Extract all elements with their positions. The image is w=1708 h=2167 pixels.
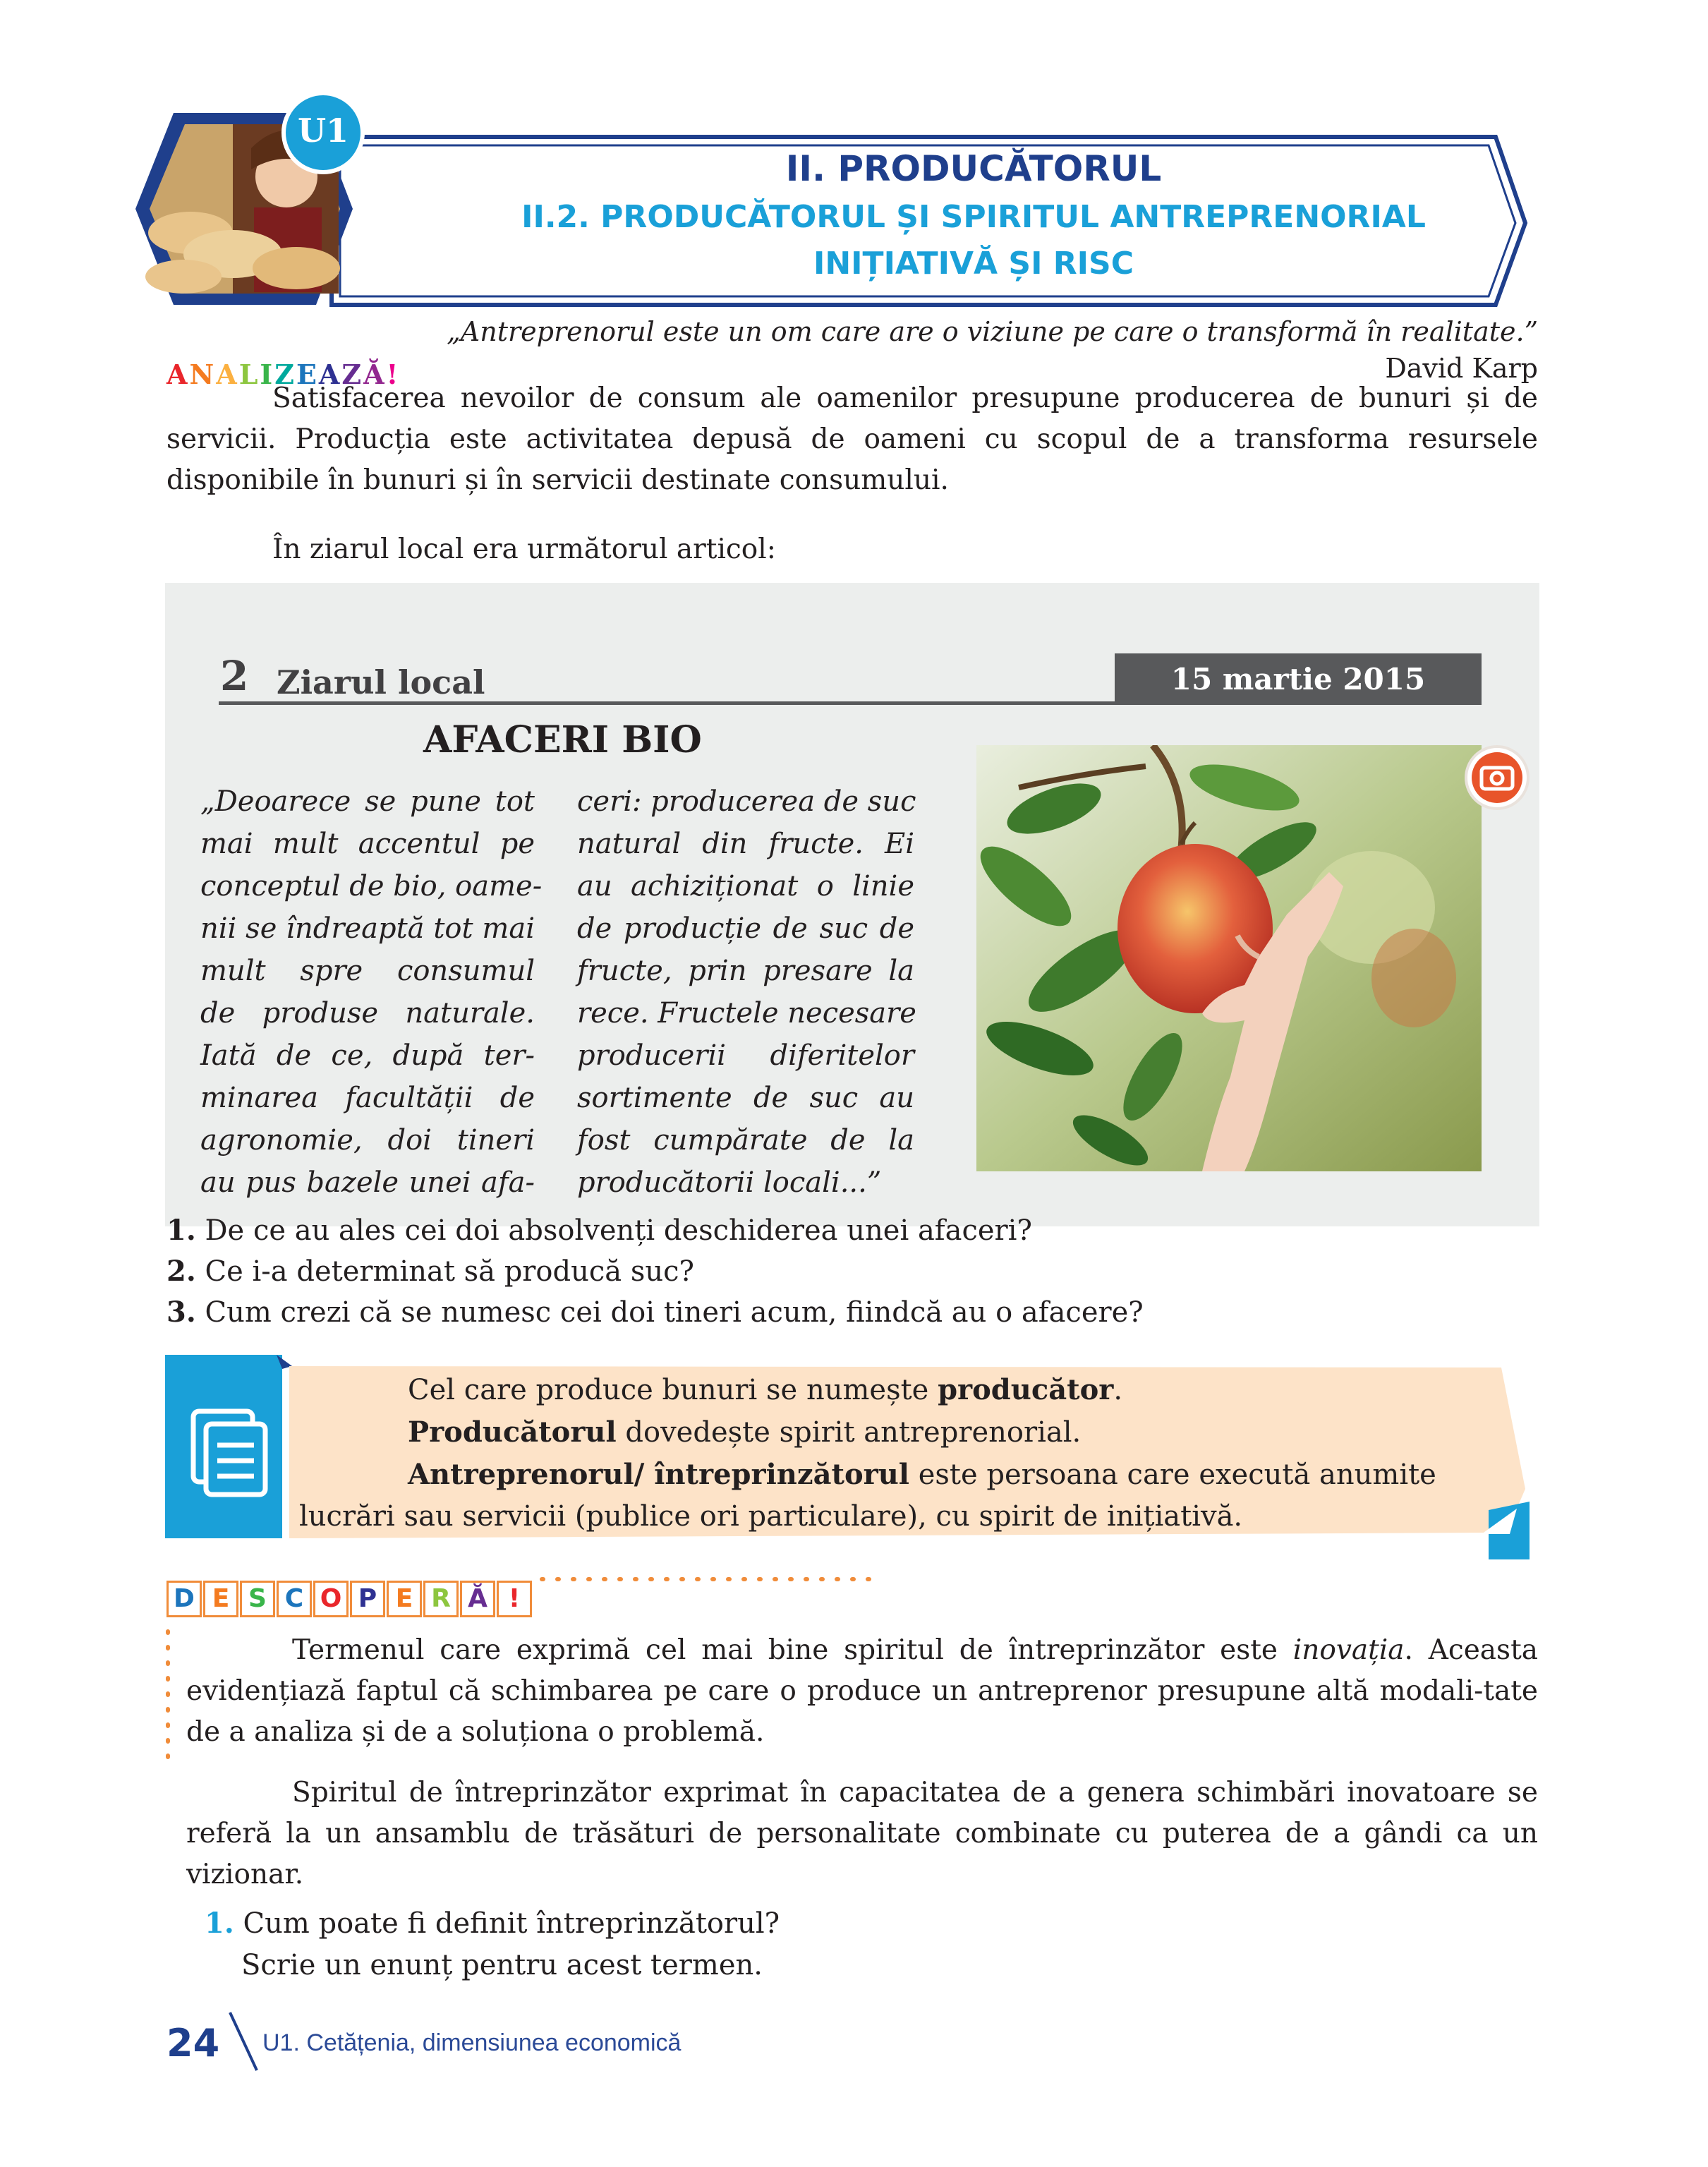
- article-line: fructe, prin presare la: [577, 955, 914, 987]
- article-line: minarea facultății de: [200, 1082, 535, 1114]
- article-line: natural din fructe. Ei: [577, 828, 914, 860]
- article-line: de producție de suc de: [577, 912, 914, 945]
- lesson-title: II.2. PRODUCĂTORUL ȘI SPIRITUL ANTREPRENORIAL: [521, 199, 1426, 235]
- heading-letter: N: [189, 358, 217, 390]
- heading-letter: A: [216, 358, 239, 390]
- heading-letter: S: [240, 1581, 275, 1617]
- intro-paragraph: Satisfacerea nevoilor de consum ale oamenilor presupune producerea de bunuri și de servicii. Producția este activitatea depusă de oameni cu scopul de a transforma resursele disponibile în bunuri și în servicii destinate consumului.: [166, 382, 1538, 496]
- heading-letter: E: [203, 1581, 238, 1617]
- article-line: Iată de ce, după ter-: [200, 1039, 535, 1072]
- newspaper-date: 15 martie 2015: [1170, 662, 1426, 696]
- article-line: agronomie, doi tineri: [200, 1124, 535, 1157]
- heading-letter: A: [318, 358, 342, 390]
- footer-divider: [226, 2010, 261, 2073]
- article-line: fost cumpărate de la: [577, 1124, 914, 1157]
- intro-paragraph-2: În ziarul local era următorul articol:: [272, 533, 776, 565]
- task-1: 1. Cum poate fi definit întreprinzătorul?: [205, 1907, 780, 1940]
- descopera-paragraph-1: Termenul care exprimă cel mai bine spiritul de întreprinzător este inovația. Aceasta evidențiază faptul că schimbarea pe care o produce un antreprenor presupune altă modali-tate de a analiza și de a soluționa o problemă.: [186, 1634, 1538, 1748]
- newspaper-name: Ziarul local: [277, 663, 485, 701]
- definition-line-3: Antreprenorul/ întreprinzătorul este persoana care execută anumite: [408, 1458, 1436, 1491]
- descopera-paragraph-2: Spiritul de întreprinzător exprimat în capacitatea de a genera schimbări inovatoare se referă la un ansamblu de trăsături de personalitate combinate cu puterea de a gândi ca un vizionar.: [186, 1777, 1538, 1890]
- heading-letter: I: [260, 358, 275, 390]
- heading-letter: Z: [274, 358, 296, 390]
- chapter-title: II. PRODUCĂTORUL: [785, 148, 1162, 189]
- definition-line-2: Producătorul dovedește spirit antreprenorial.: [408, 1416, 1082, 1449]
- heading-letter: D: [166, 1581, 202, 1617]
- dotted-border: [0, 0, 917, 1778]
- heading-letter: E: [387, 1581, 422, 1617]
- article-headline: AFACERI BIO: [423, 718, 702, 761]
- article-line: sortimente de suc au: [577, 1082, 914, 1114]
- heading-letter: Ă: [460, 1581, 495, 1617]
- article-line: mai mult accentul pe: [200, 828, 535, 860]
- article-line: mult spre consumul: [200, 955, 535, 987]
- article-line: rece. Fructele necesare: [577, 997, 916, 1030]
- article-line: au pus bazele unei afa-: [200, 1166, 535, 1199]
- question-3: 3. Cum crezi că se numesc cei doi tineri acum, fiindcă au o afacere?: [166, 1296, 1144, 1329]
- motto-author: David Karp: [1385, 353, 1538, 384]
- question-1: 1. De ce au ales cei doi absolvenți deschiderea unei afaceri?: [166, 1214, 1032, 1247]
- heading-letter: L: [238, 358, 260, 390]
- heading-letter: Ă: [363, 358, 387, 390]
- page-number: 24: [166, 2021, 220, 2065]
- definition-line-4: lucrări sau servicii (publice ori particulare), cu spirit de inițiativă.: [299, 1500, 1243, 1533]
- task-1-line-2: Scrie un enunț pentru acest termen.: [241, 1949, 763, 1981]
- heading-letter: Z: [341, 358, 364, 390]
- article-line: ceri: producerea de suc: [577, 785, 916, 818]
- motto-quote: „Antreprenorul este un om care are o viziune pe care o transformă în realitate.”: [447, 316, 1538, 347]
- article-line: au achiziționat o linie: [577, 870, 914, 903]
- article-line: conceptul de bio, oame-: [200, 870, 543, 903]
- footer-section: U1. Cetățenia, dimensiunea economică: [262, 2029, 682, 2056]
- article-line: producerii diferitelor: [577, 1039, 914, 1072]
- heading-letter: O: [313, 1581, 349, 1617]
- lesson-subtitle: INIȚIATIVĂ ȘI RISC: [813, 246, 1134, 282]
- heading-letter: P: [350, 1581, 385, 1617]
- question-2: 2. Ce i-a determinat să producă suc?: [166, 1255, 694, 1288]
- newspaper-number: 2: [220, 652, 249, 700]
- definition-line-1: Cel care produce bunuri se numește producător.: [408, 1373, 1123, 1406]
- article-line: „Deoarece se pune tot: [200, 785, 535, 818]
- article-line: producătorii locali...”: [577, 1166, 882, 1199]
- heading-letter: !: [497, 1581, 532, 1617]
- article-line: de produse naturale.: [200, 997, 535, 1030]
- heading-letter: R: [423, 1581, 459, 1617]
- heading-letter: A: [166, 358, 190, 390]
- heading-letter: !: [386, 358, 401, 390]
- article-line: nii se îndreaptă tot mai: [200, 912, 535, 945]
- unit-badge: U1: [297, 111, 349, 150]
- heading-letter: E: [296, 358, 319, 390]
- heading-letter: C: [277, 1581, 312, 1617]
